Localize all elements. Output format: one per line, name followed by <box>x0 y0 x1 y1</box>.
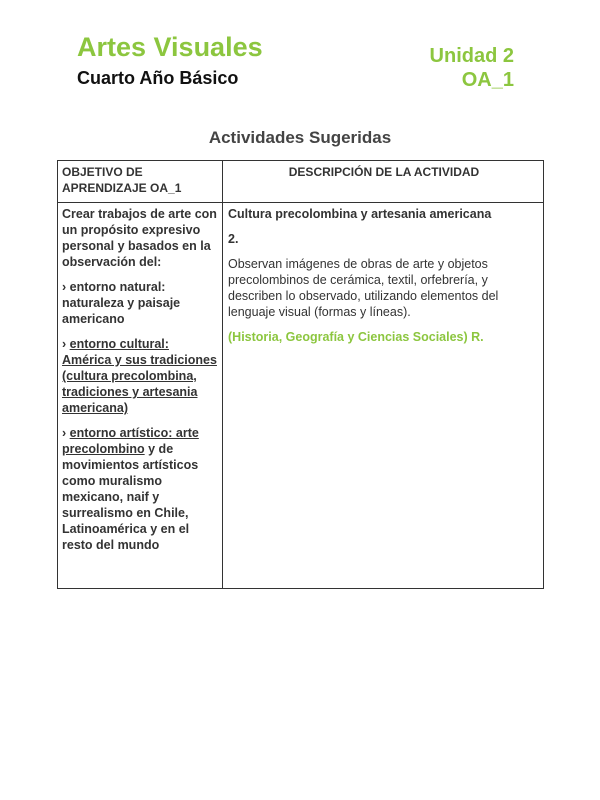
activity-number: 2. <box>228 232 239 246</box>
header-divider <box>58 202 543 203</box>
activity-title: Cultura precolombina y artesania americana <box>228 207 492 221</box>
activities-table <box>57 160 544 589</box>
objective-cultural <box>62 336 218 416</box>
subject-title: Artes Visuales <box>77 32 263 62</box>
objective-artistic <box>62 425 218 553</box>
objective-artistic-rest: y de movimientos artísticos como muralismo mexicano, naif y surrealismo en Chile, Latinoamérica y en el resto del mundo <box>62 442 199 552</box>
unit-label: Unidad 2 <box>429 45 514 67</box>
grade-subtitle: Cuarto Año Básico <box>77 68 239 88</box>
objective-cultural-label: entorno cultural: América y sus tradiciones (cultura precolombina, tradiciones y artesania americana) <box>62 337 217 415</box>
objective-artistic-label: entorno artístico: arte precolombino <box>62 426 199 456</box>
bullet-prefix: › <box>62 337 70 351</box>
objective-column-header: OBJETIVO DE APRENDIZAJE OA_1 <box>62 165 182 195</box>
page-header <box>0 0 600 100</box>
bullet-prefix: › <box>62 426 70 440</box>
objective-natural: › entorno natural: naturaleza y paisaje americano <box>62 280 181 326</box>
activity-cross-reference: (Historia, Geografía y Ciencias Sociales) R. <box>228 330 484 344</box>
activity-description: Observan imágenes de obras de arte y objetos precolombinos de cerámica, textil, orfebrería, y describen lo observado, utilizando elementos del lenguaje visual (formas y líneas). <box>228 257 499 319</box>
section-title: Actividades Sugeridas <box>208 128 392 147</box>
activity-column-header: DESCRIPCIÓN DE LA ACTIVIDAD <box>288 165 480 179</box>
oa-label: OA_1 <box>461 69 514 91</box>
column-divider <box>222 161 223 588</box>
objective-cell <box>62 206 218 562</box>
objective-intro: Crear trabajos de arte con un propósito expresivo personal y basados en la observación del: <box>62 207 217 269</box>
activity-cell <box>228 206 542 345</box>
